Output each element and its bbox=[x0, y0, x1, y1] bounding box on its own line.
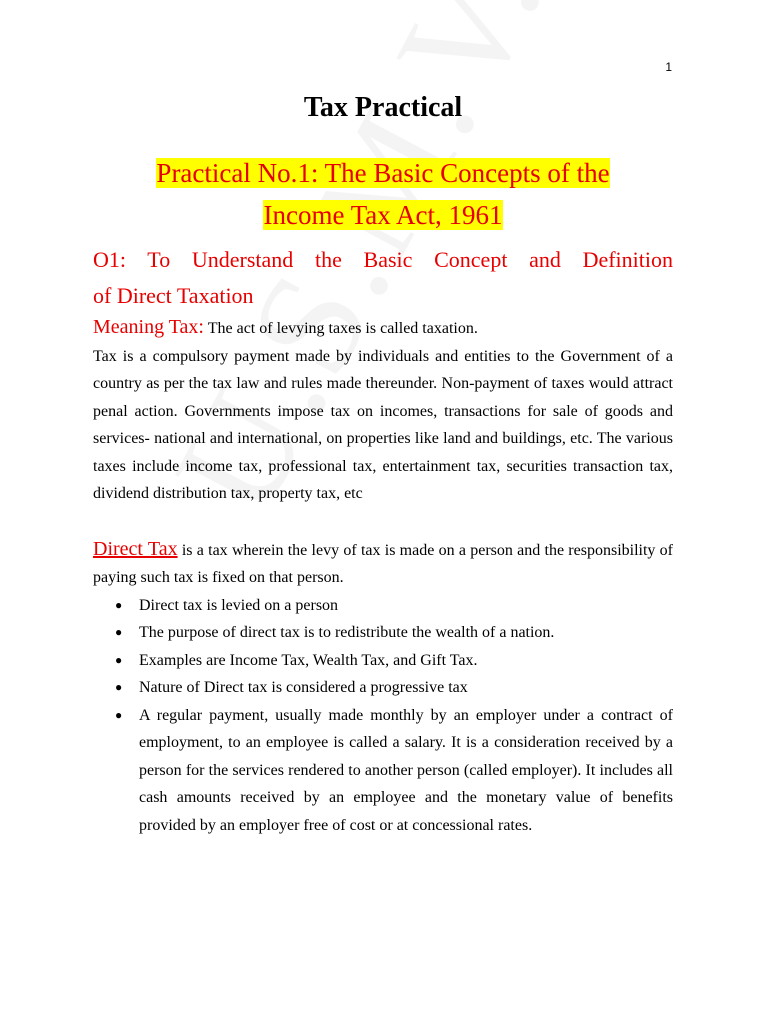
list-item-text: Examples are Income Tax, Wealth Tax, and Gift Tax. bbox=[139, 651, 478, 669]
document-title: Tax Practical bbox=[303, 92, 463, 123]
meaning-text: The act of levying taxes is called taxation. bbox=[204, 320, 478, 337]
practical-heading-line-2: Income Tax Act, 1961 bbox=[263, 200, 503, 230]
direct-tax-text: is a tax wherein the levy of tax is made on a person and the responsibility of paying such tax is fixed on that person. bbox=[93, 541, 674, 586]
bullet-icon: ● bbox=[115, 652, 123, 667]
meaning-label: Meaning Tax: bbox=[93, 316, 204, 338]
page-number: 1 bbox=[665, 60, 672, 74]
list-item-text: Direct tax is levied on a person bbox=[139, 596, 339, 614]
objective-heading-line-2: of Direct Taxation bbox=[93, 283, 254, 308]
objective-heading-line-1: O1: To Understand the Basic Concept and Definition bbox=[93, 247, 673, 272]
direct-tax-label: Direct Tax bbox=[93, 537, 178, 560]
bullet-icon: ● bbox=[115, 625, 123, 639]
spacer bbox=[93, 508, 673, 536]
practical-heading bbox=[93, 152, 673, 236]
list-item-text: The purpose of direct tax is to redistribute the wealth of a nation. bbox=[139, 624, 555, 641]
direct-tax-bullet-list bbox=[93, 592, 673, 840]
list-item bbox=[115, 702, 673, 840]
tax-definition-paragraph: Tax is a compulsory payment made by individuals and entities to the Government of a country as per the tax law and rules made thereunder. Non-payment of taxes would attract penal action. Governments impose tax on incomes, transactions for sale of goods and services- national and international, on properties like land and buildings, etc. The various taxes include income tax, professional tax, entertainment tax, securities transaction tax, dividend distribution tax, property tax, etc bbox=[93, 347, 673, 502]
objective-heading bbox=[93, 242, 673, 314]
list-item bbox=[115, 592, 673, 620]
practical-heading-line-1: Practical No.1: The Basic Concepts of the bbox=[156, 158, 610, 188]
bullet-icon: ● bbox=[115, 707, 123, 722]
meaning-paragraph bbox=[93, 314, 673, 343]
list-item bbox=[115, 647, 673, 675]
list-item-text: A regular payment, usually made monthly by an employer under a contract of employment, to an employee is called a salary. It is a consideration received by a person for the services rendered to another person (called employer). It includes all cash amounts received by an employee and the monetary value of benefits provided by an employer free of cost or at concessional rates. bbox=[139, 706, 673, 834]
list-item-text: Nature of Direct tax is considered a progressive tax bbox=[139, 679, 468, 696]
bullet-icon: ● bbox=[115, 597, 123, 612]
list-item bbox=[115, 674, 673, 702]
list-item bbox=[115, 619, 673, 647]
document-body bbox=[93, 86, 673, 839]
bullet-icon: ● bbox=[115, 680, 123, 694]
direct-tax-paragraph bbox=[93, 536, 673, 592]
